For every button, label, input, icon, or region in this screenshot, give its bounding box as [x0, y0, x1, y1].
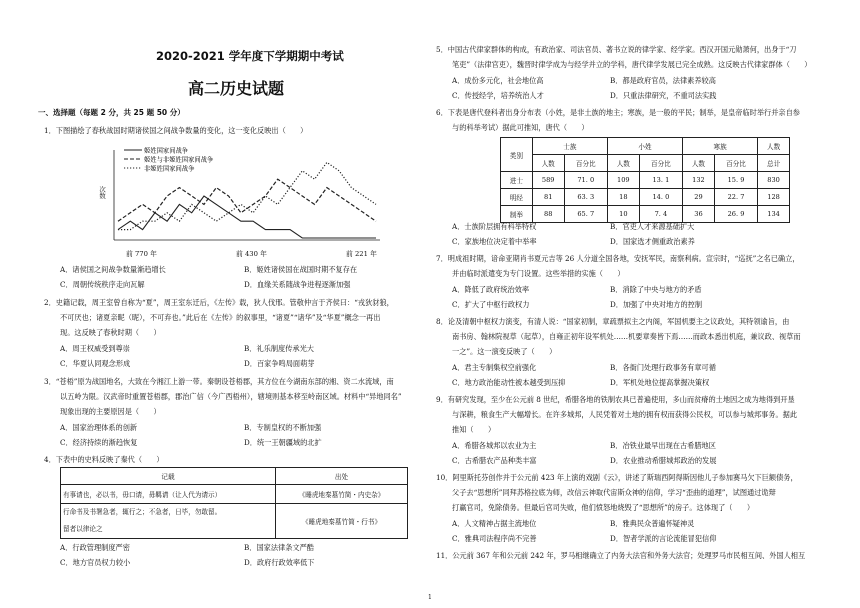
q6-sub-pct: 百分比 [714, 155, 757, 172]
exam-title: 2020-2021 学年度下学期期中考试 [156, 49, 344, 63]
q5-option-a[interactable]: A．成份多元化，社会地位高 [452, 76, 544, 85]
q10-option-a[interactable]: A．人文精神占据主流地位 [452, 519, 537, 528]
q6-option-c[interactable]: C．家族地位决定着中举率 [452, 237, 537, 246]
q7-line: 并由临时派遣变为专门设置。这些举措的实施（ ） [452, 269, 625, 278]
q3-option-a[interactable]: A．国家治理体系的创新 [60, 423, 138, 432]
table-cell: 830 [758, 172, 790, 189]
table-cell: 7. 4 [639, 206, 682, 223]
chart-xtick: 前 221 年 [346, 250, 377, 258]
q2-line: 2．史籍记载，周王室曾自称为“夏”，周王室东迁后，《左传》载，狄人伐邢。管敬仲言于齐侯曰：“戎狄豺狼， [44, 298, 394, 307]
chart-ylabel: 次数 [98, 186, 106, 199]
chart-series-line [118, 162, 376, 229]
q8-line: 一之”。这一演变反映了（ ） [452, 347, 557, 356]
section-heading: 一、选择题（每题 2 分，共 25 题 50 分） [38, 108, 185, 117]
q5-line: 笔吏”（法律官吏），魏晋时律学成为与经学并立的学科，唐代律学发展已完全成熟。这反映古代律家群体（ ） [452, 60, 812, 69]
war-count-chart [100, 144, 390, 266]
q10-line: 父子去“思想所”同拜苏格拉底为师，改信云神取代宙斯众神的信仰，学习“歪曲的道理”，试图通过诡辩 [452, 488, 776, 497]
table-cell: 10 [607, 206, 639, 223]
q1-option-b[interactable]: B．姬姓诸侯国在战国时期不复存在 [244, 265, 358, 274]
q4-stem: 4．下表中的史料反映了秦代（ ） [44, 455, 164, 464]
q6-th-xiaoxing: 小姓 [607, 138, 682, 155]
q6-sub-pct: 百分比 [639, 155, 682, 172]
q6-sub-total: 总计 [758, 155, 790, 172]
table-row [501, 189, 790, 206]
page-number: 1 [428, 594, 432, 601]
chart-series-line [118, 196, 376, 238]
q10-line: 10．阿里斯托芬创作并于公元前 423 年上演的戏剧《云》，讲述了斯瑞西阿得斯因他儿子参加赛马欠下巨额债务， [436, 473, 798, 482]
q2-line: 不可厌也；诸夏亲昵（昵），不可弃也。”此后在《左传》的叙事里，“诸夏”“诸华”及“华夏”概念一再出 [60, 313, 381, 322]
q10-option-b[interactable]: B．雅典民众普遍怀疑神灵 [610, 519, 695, 528]
q9-line: 9．有研究发现，至少在公元前 8 世纪，希腊各地的铁制农具已普遍使用，多山而贫瘠的土地因之成为地得到开垦 [436, 395, 795, 404]
q4-r2-record [61, 504, 276, 539]
q2-option-c[interactable]: C．华夏认同观念形成 [60, 359, 131, 368]
table-cell: 22. 7 [714, 189, 757, 206]
q6-option-d[interactable]: D．国家选才侧重政治素养 [610, 237, 695, 246]
chart-series-line [118, 179, 376, 221]
subject-title: 高二历史试题 [188, 79, 285, 98]
q8-option-c[interactable]: C．地方政治能动性被本越受到压抑 [452, 378, 566, 387]
table-cell: 明经 [501, 189, 533, 206]
table-cell: 29 [683, 189, 715, 206]
q3-option-d[interactable]: D．统一王朝疆域的北扩 [244, 438, 322, 447]
q8-option-d[interactable]: D．军机处地位提高掌握决策权 [610, 378, 710, 387]
q1-option-d[interactable]: D．血缘关系随战争进程逐渐加强 [244, 280, 351, 289]
table-cell: 36 [683, 206, 715, 223]
table-cell: 26. 9 [714, 206, 757, 223]
q4-th-source: 出处 [276, 468, 408, 485]
q3-option-b[interactable]: B．专制皇权的不断加强 [244, 423, 322, 432]
chart-legend-label: 姬姓国家间战争 [144, 147, 189, 155]
q7-option-d[interactable]: D．加强了中央对地方的控制 [610, 300, 703, 309]
q8-line: 南书房、翰林院视草（起草），自雍正初年设军机处……机要章奏皆下焉……而政本悉出机庭，兼议政、视草而 [452, 332, 801, 341]
q6-th-category: 类别 [501, 138, 533, 172]
q6-sub-ren: 人数 [607, 155, 639, 172]
q3-line: 3．“苍梧”原为战国地名，大致在今湘江上游一带。秦朝设苍梧郡，其方位在今湖南东部的湘、资二水流域，南 [44, 377, 394, 386]
q1-option-c[interactable]: C．周朝传统秩序走向瓦解 [60, 280, 145, 289]
q3-line: 以五岭为限。汉武帝时重置苍梧郡，郡治广信（今广西梧州），辖境则基本移至岭南区域。材料中“异地同名” [60, 392, 402, 401]
chart-xtick: 前 430 年 [236, 250, 267, 258]
table-row [501, 206, 790, 223]
q2-line: 现。这反映了春秋时期（ ） [60, 328, 161, 337]
chart-legend-label: 非姬姓国家间战争 [144, 165, 195, 173]
q9-line: 推知（ ） [452, 425, 496, 434]
q4-option-b[interactable]: B．国家法律条文严酷 [244, 543, 314, 552]
q6-sub-pct: 百分比 [564, 155, 607, 172]
q1-option-a[interactable]: A．诸侯国之间战争数量渐趋增长 [60, 265, 166, 274]
q10-line: 打赢官司，免除债务。但最后官司失败，他们愤怒地烧毁了“思想所”的房子。这体现了（ ） [452, 503, 755, 512]
q4-option-d[interactable]: D．政府行政效率低下 [244, 558, 315, 567]
q4-source-table [60, 467, 408, 539]
q7-option-a[interactable]: A．降低了政府统治效率 [452, 285, 530, 294]
q5-option-b[interactable]: B．都是政府官员，法律素养较高 [610, 76, 716, 85]
q10-option-d[interactable]: D．智者学派的言论流能冒犯信仰 [610, 534, 717, 543]
q4-r2-source: 《睡虎地秦墓竹简・行书》 [276, 504, 408, 539]
q4-th-record: 记载 [61, 468, 276, 485]
q2-option-a[interactable]: A．周王权威受到尊崇 [60, 344, 130, 353]
q6-option-b[interactable]: B．官吏人才来源基础扩大 [610, 222, 695, 231]
q3-option-c[interactable]: C．经济持续的渐趋恢复 [60, 438, 138, 447]
q5-option-d[interactable]: D．只重法律研究，不重司法实践 [610, 91, 717, 100]
q1-stem: 1．下图描绘了春秋战国时期诸侯国之间战争数量的变化，这一变化反映出（ ） [44, 126, 308, 135]
q4-r1-record: 有事请也，必以书，毋口请，毋羁请（让人代为请示） [61, 485, 276, 504]
q6-table [500, 137, 790, 223]
q9-option-c[interactable]: C．古希腊农产品种类丰富 [452, 456, 537, 465]
q9-line: 与深耕，粮食生产大幅增长。在许多城邦，人民凭着对土地的拥有权而获得公民权，可以参与城邦事务。据此 [452, 410, 798, 419]
q7-line: 7．明成祖时期，谙命亚期肖书夏元吉等 26 人分道全国各地，安抚军民，南察利病。宣宗时，“巡抚”之名已确立， [436, 254, 800, 263]
table-cell: 134 [758, 206, 790, 223]
q6-th-renshu: 人数 [758, 138, 790, 155]
table-cell: 589 [532, 172, 564, 189]
q5-line: 5．中国古代律家群体的构成，有政治家、司法官员、著书立说的律学家、经学家。西汉开国元勋萧何，出身于“刀 [436, 45, 797, 54]
q9-option-b[interactable]: B．冶铁业最早出现在古希腊地区 [610, 441, 716, 450]
chart-legend-label: 姬姓与非姬姓国家间战争 [144, 156, 214, 164]
table-cell: 15. 9 [714, 172, 757, 189]
q4-option-a[interactable]: A．行政管理制度严密 [60, 543, 130, 552]
q2-option-d[interactable]: D．百家争鸣局面萌芽 [244, 359, 315, 368]
q6-sub-ren: 人数 [683, 155, 715, 172]
table-cell: 制举 [501, 206, 533, 223]
q5-option-c[interactable]: C．传授经学，培养统治人才 [452, 91, 544, 100]
chart-xtick: 前 770 年 [126, 250, 157, 258]
table-cell: 132 [683, 172, 715, 189]
q4-r2-record-line: 行命书及书署急者，辄行之；不急者，日毕，勿敢留。 [63, 508, 222, 516]
table-cell: 18 [607, 189, 639, 206]
q4-option-c[interactable]: C．地方官员权力较小 [60, 558, 131, 567]
table-cell: 109 [607, 172, 639, 189]
q10-option-c[interactable]: C．雅典司法程序尚不完善 [452, 534, 537, 543]
table-row [501, 172, 790, 189]
q9-option-a[interactable]: A．希腊各城邦以农业为主 [452, 441, 537, 450]
table-cell: 65. 7 [564, 206, 607, 223]
q8-option-a[interactable]: A．君主专制集权空前强化 [452, 363, 537, 372]
q3-line: 现象出现的主要原因是（ ） [60, 407, 161, 416]
table-cell: 128 [758, 189, 790, 206]
table-cell: 81 [532, 189, 564, 206]
q4-r1-source: 《睡虎地秦墓竹简・内史杂》 [276, 485, 408, 504]
table-cell: 13. 1 [639, 172, 682, 189]
table-cell: 88 [532, 206, 564, 223]
table-cell: 71. 0 [564, 172, 607, 189]
chart-svg [100, 144, 390, 262]
q7-option-c[interactable]: C．扩大了中枢行政权力 [452, 300, 530, 309]
table-cell: 63. 3 [564, 189, 607, 206]
table-cell: 进士 [501, 172, 533, 189]
q6-line: 与的科举考试）据此可推知，唐代（ ） [452, 123, 589, 132]
q7-option-b[interactable]: B．消除了中央与地方的矛盾 [610, 285, 702, 294]
q11-line: 11．公元前 367 年和公元前 242 年，罗马相继确立了内务大法官和外务大法官；处理罗马市民相互间、外国人相互 [436, 551, 806, 560]
q8-option-b[interactable]: B．各衙门处理行政事务有章可循 [610, 363, 716, 372]
q2-option-b[interactable]: B．礼乐制度传承光大 [244, 344, 314, 353]
q9-option-d[interactable]: D．农业推动希腊城邦政治的发展 [610, 456, 717, 465]
table-cell: 14. 0 [639, 189, 682, 206]
q6-sub-ren: 人数 [532, 155, 564, 172]
q4-r2-record-line: 留者以律论之 [63, 525, 103, 533]
q6-th-shizu: 士族 [532, 138, 607, 155]
q6-option-a[interactable]: A．士族阶层拥有科举特权 [452, 222, 537, 231]
q8-line: 8．论及清朝中枢权力演变，有清人说：“国家初制，章疏票拟主之内阁，军国机要主之议政处，其特领谕旨，由 [436, 317, 790, 326]
q6-line: 6．下表是唐代登科者出身分布表（小姓，是非土族的地主；寒族，是一般的平民；制举，是皇帝临时举行并亲自参 [436, 108, 800, 117]
q6-th-hanzu: 寒族 [683, 138, 758, 155]
